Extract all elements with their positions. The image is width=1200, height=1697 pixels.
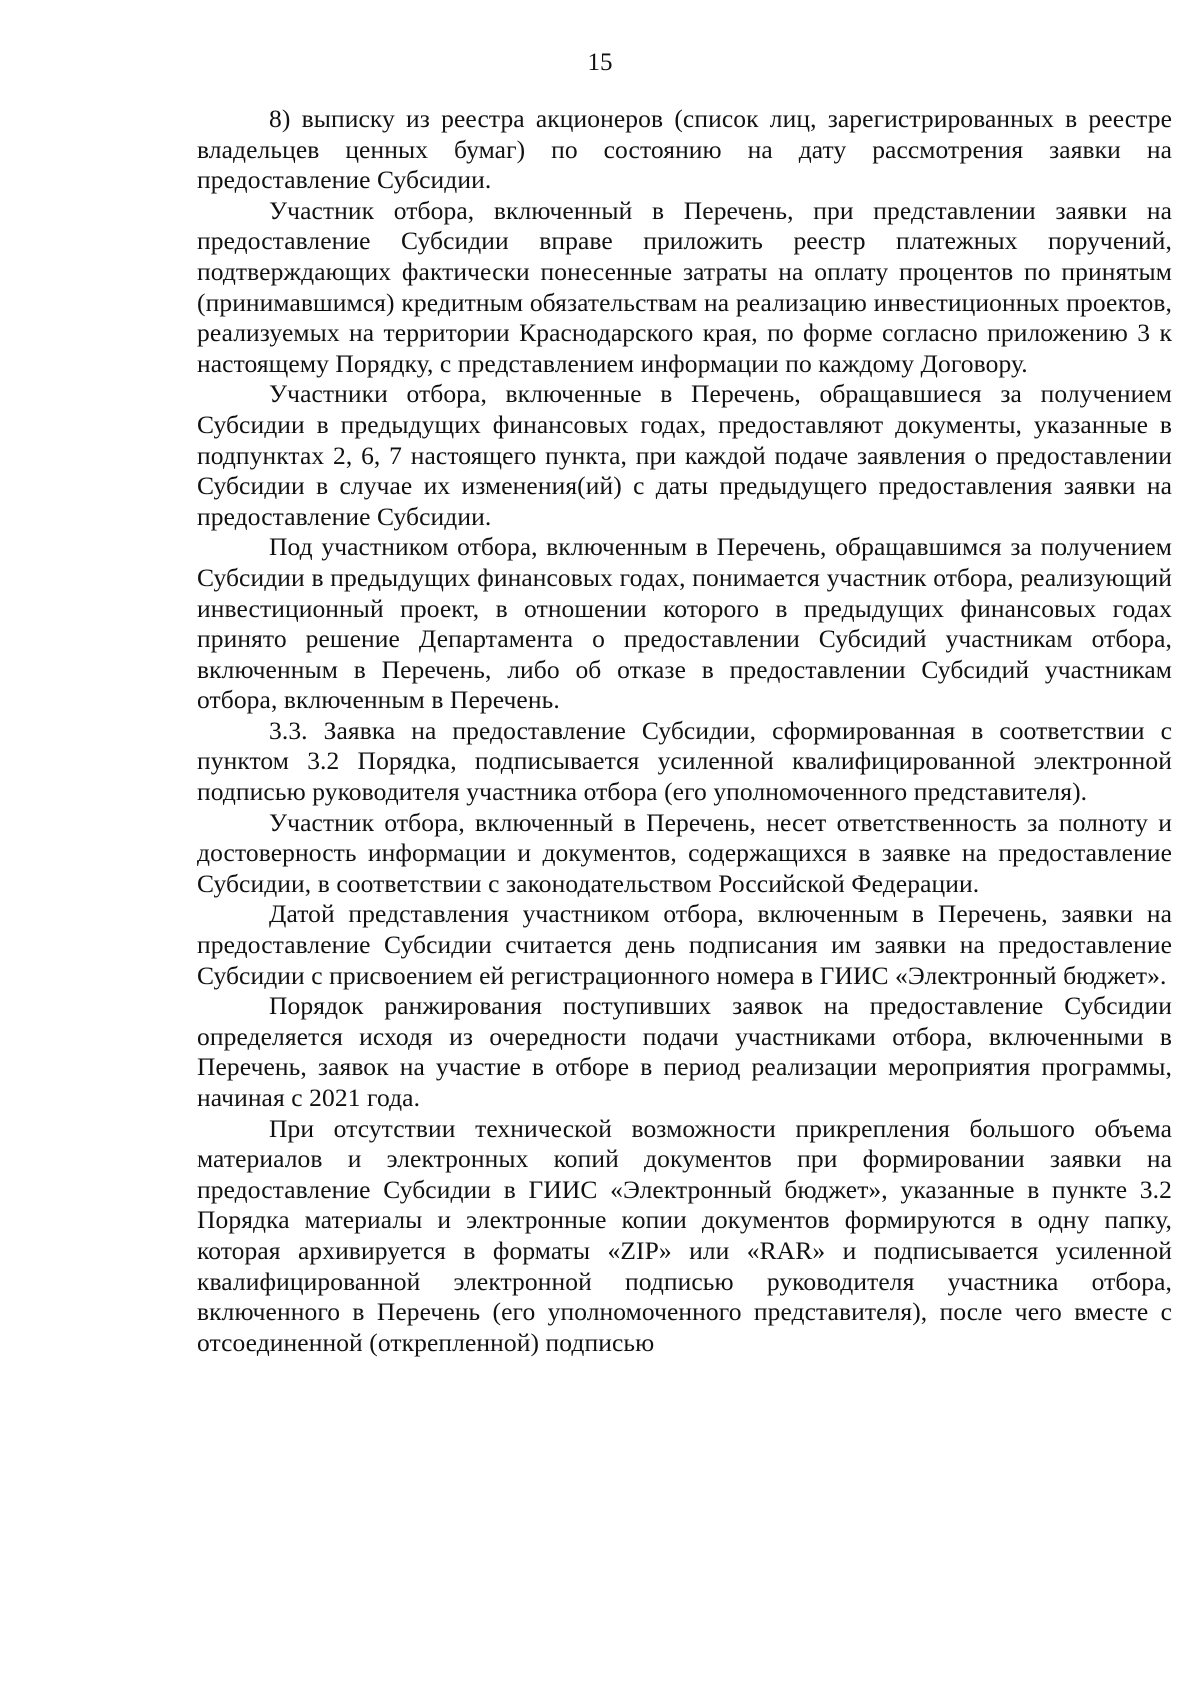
paragraph-ranking-order: Порядок ранжирования поступивших заявок на предоставление Субсидии определяется исходя из очередности подачи участниками отбора, включенными в Перечень, заявок на участие в отборе в период реализации мероприятия программы, начиная с 2021 года. <box>197 991 1172 1112</box>
paragraph-responsibility: Участник отбора, включенный в Перечень, несет ответственность за полноту и достоверность информации и документов, содержащихся в заявке на предоставление Субсидии, в соответствии с законодательством Российской Федерации. <box>197 807 1172 898</box>
paragraph-payment-orders-register: Участник отбора, включенный в Перечень, при представлении заявки на предоставление Субсидии вправе приложить реестр платежных поручений, подтверждающих фактически понесенные затраты на оплату процентов по принятым (принимавшимся) кредитным обязательствам на реализацию инвестиционных проектов, реализуемых на территории Краснодарского края, по форме согласно приложению 3 к настоящему Порядку, с представлением информации по каждому Договору. <box>197 195 1172 378</box>
paragraph-section-3-3-signature: 3.3. Заявка на предоставление Субсидии, сформированная в соответствии с пунктом 3.2 Порядка, подписывается усиленной квалифицированной электронной подписью руководителя участника отбора (его уполномоченного представителя). <box>197 715 1172 807</box>
paragraph-item-8-shareholder-register: 8) выписку из реестра акционеров (список лиц, зарегистрированных в реестре владельцев ценных бумаг) по состоянию на дату рассмотрения заявки на предоставление Субсидии. <box>197 104 1172 195</box>
paragraph-archive-submission: При отсутствии технической возможности прикрепления большого объема материалов и электронных копий документов при формировании заявки на предоставление Субсидии в ГИИС «Электронный бюджет», указанные в пункте 3.2 Порядка материалы и электронные копии документов формируются в одну папку, которая архивируется в форматы «ZIP» или «RAR» и подписывается усиленной квалифицированной электронной подписью руководителя участника отбора, включенного в Перечень (его уполномоченного представителя), после чего вместе с отсоединенной (открепленной) подписью <box>197 1113 1172 1357</box>
page-number: 15 <box>587 49 613 76</box>
paragraph-previous-years-participants: Участники отбора, включенные в Перечень, обращавшиеся за получением Субсидии в предыдущих финансовых годах, предоставляют документы, указанные в подпунктах 2, 6, 7 настоящего пункта, при каждой подаче заявления о предоставлении Субсидии в случае их изменения(ий) с даты предыдущего предоставления заявки на предоставление Субсидии. <box>197 379 1172 531</box>
paragraph-participant-definition: Под участником отбора, включенным в Перечень, обращавшимся за получением Субсидии в предыдущих финансовых годах, понимается участник отбора, реализующий инвестиционный проект, в отношении которого в предыдущих финансовых годах принято решение Департамента о предоставлении Субсидий участникам отбора, включенным в Перечень, либо об отказе в предоставлении Субсидий участникам отбора, включенным в Перечень. <box>197 532 1172 715</box>
document-body <box>197 104 1172 1358</box>
paragraph-submission-date: Датой представления участником отбора, включенным в Перечень, заявки на предоставление Субсидии считается день подписания им заявки на предоставление Субсидии с присвоением ей регистрационного номера в ГИИС «Электронный бюджет». <box>197 899 1172 990</box>
